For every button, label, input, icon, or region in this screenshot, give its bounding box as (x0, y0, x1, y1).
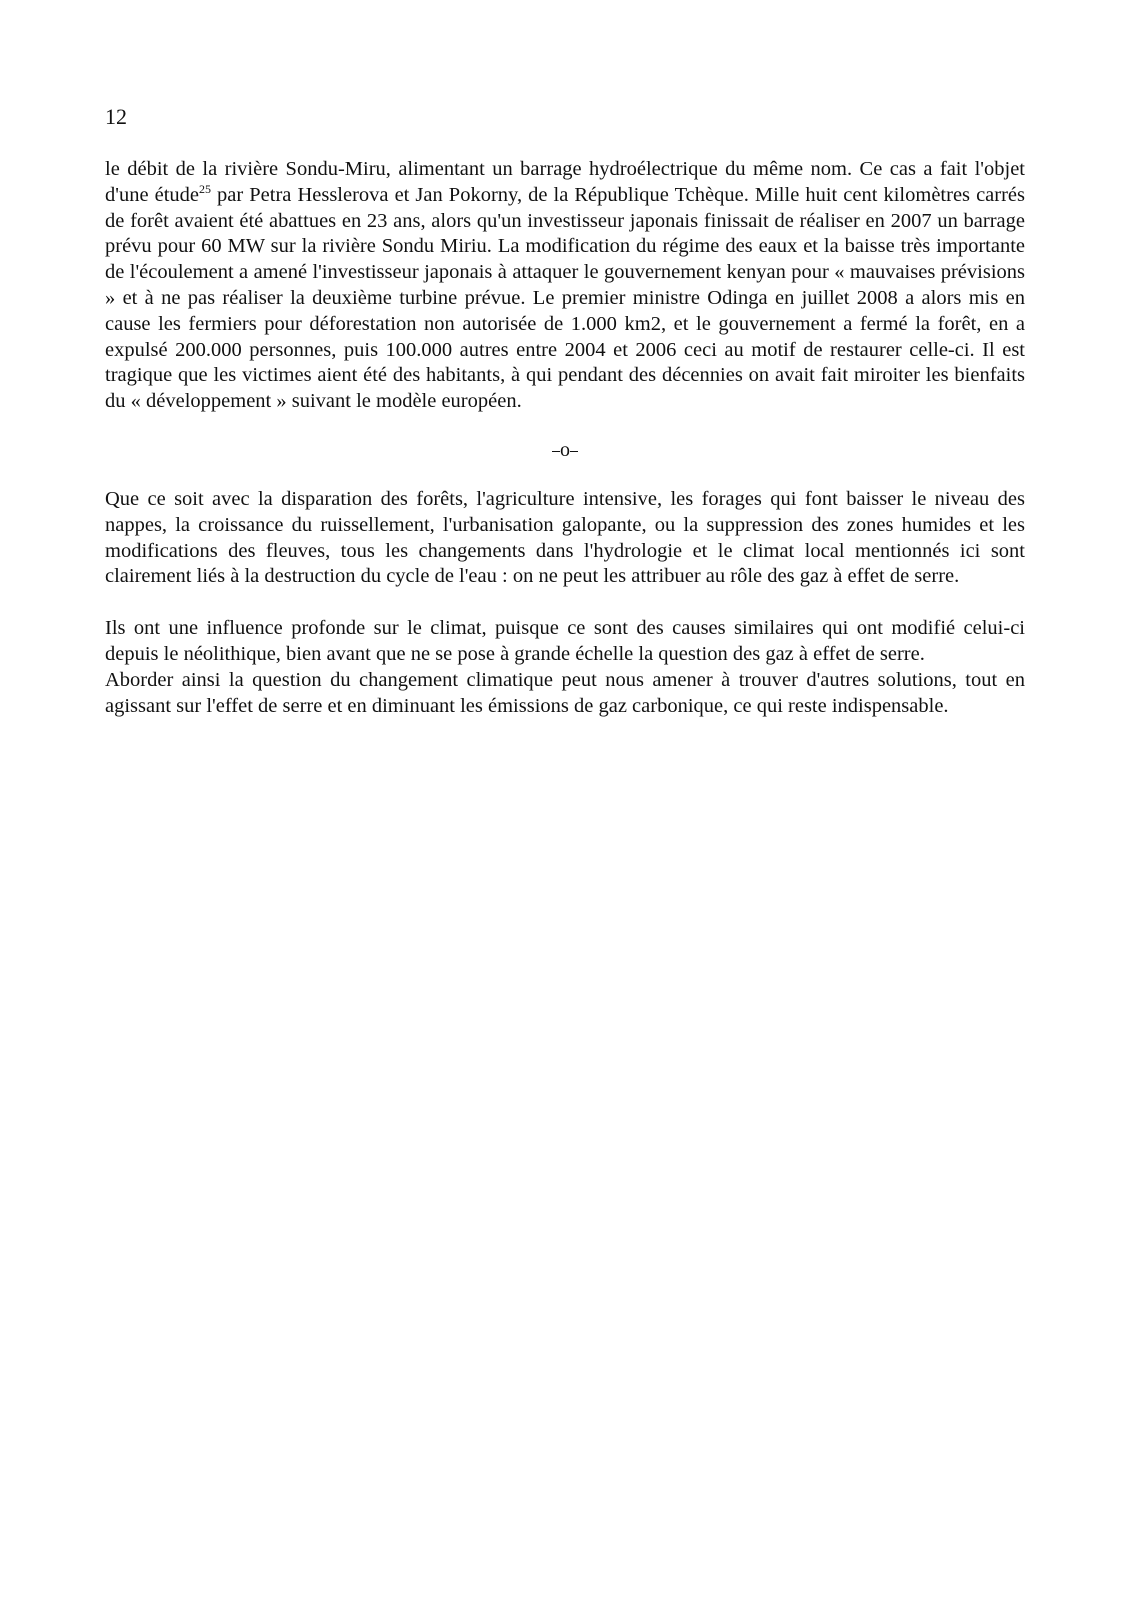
footnote-reference[interactable]: 25 (199, 181, 211, 196)
paragraph-climate-solutions: Aborder ainsi la question du changement climatique peut nous amener à trouver d'autres solutions, tout en agissant sur l'effet de serre et en diminuant les émissions de gaz carbonique, ce qui reste indispensable. (105, 668, 1025, 717)
separator-mark: o (560, 438, 570, 461)
document-body (105, 157, 1025, 719)
section-separator (105, 437, 1025, 463)
page-number: 12 (105, 104, 127, 129)
paragraph-gap (105, 590, 1025, 616)
paragraph-water-cycle: Que ce soit avec la disparation des forêts, l'agriculture intensive, les forages qui font baisser le niveau des nappes, la croissance du ruissellement, l'urbanisation galopante, ou la suppression des zones humides et les modifications des fleuves, tous les changements dans l'hydrologie et le climat local mentionnés ici sont clairement liés à la destruction du cycle de l'eau : on ne peut les attribuer au rôle des gaz à effet de serre. (105, 487, 1025, 588)
paragraph-1-text-before-note: le débit de la rivière Sondu-Miru, alimentant un barrage hydroélectrique du même nom. Ce cas a fait l'objet d'une étude (105, 158, 1025, 206)
separator-left-line (552, 451, 560, 452)
paragraph-sondu-miru (105, 157, 1025, 415)
paragraph-1-text-after-note: par Petra Hesslerova et Jan Pokorny, de la République Tchèque. Mille huit cent kilomètres carrés de forêt avaient été abattues en 23 ans, alors qu'un investisseur japonais finissait de réaliser en 2007 un barrage prévu pour 60 MW sur la rivière Sondu Miriu. La modification du régime des eaux et la baisse très importante de l'écoulement a amené l'investisseur japonais à attaquer le gouvernement kenyan pour « mauvaises prévisions » et à ne pas réaliser la deuxième turbine prévue. Le premier ministre Odinga en juillet 2008 a alors mis en cause les fermiers pour déforestation non autorisée de 1.000 km2, et le gouvernement a fermé la forêt, en a expulsé 200.000 personnes, puis 100.000 autres entre 2004 et 2006 ceci au motif de restaurer celle-ci. Il est tragique que les victimes aient été des habitants, à qui pendant des décennies on avait fait miroiter les bienfaits du « développement » suivant le modèle européen. (105, 183, 1026, 413)
paragraph-climate-influence: Ils ont une influence profonde sur le climat, puisque ce sont des causes similaires qui ont modifié celui-ci depuis le néolithique, bien avant que ne se pose à grande échelle la question des gaz à effet de serre. (105, 617, 1025, 665)
separator-right-line (570, 451, 578, 452)
